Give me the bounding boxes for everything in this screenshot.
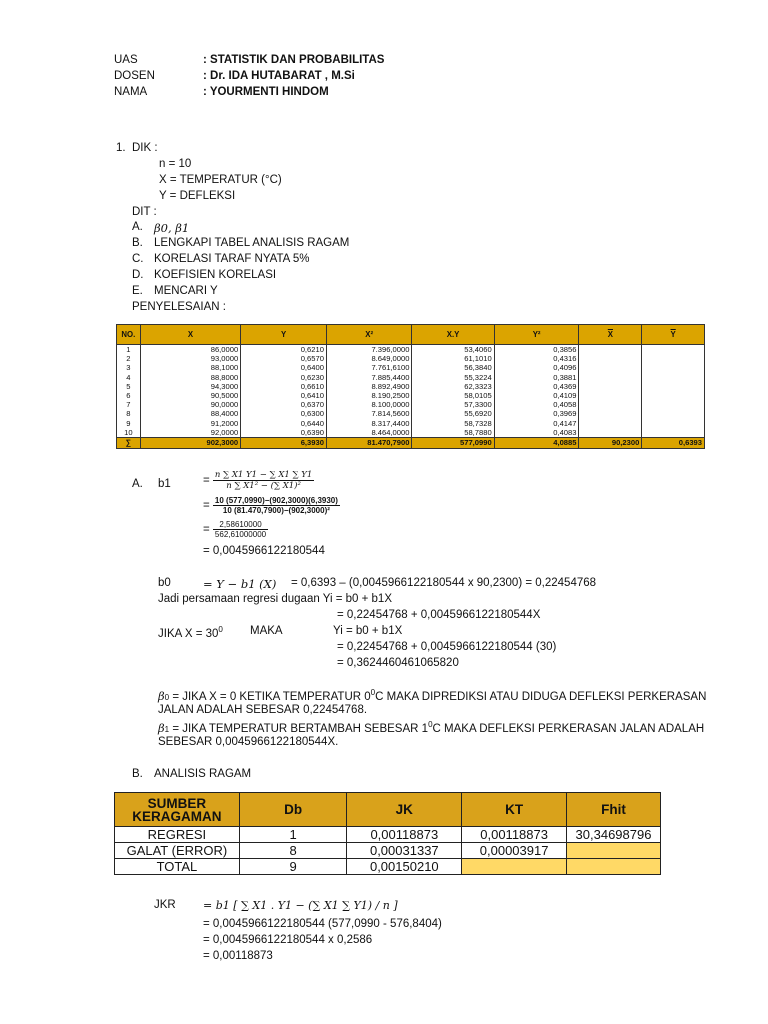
- table-cell: 7.396,0000: [326, 345, 412, 355]
- table-cell: 3: [117, 363, 141, 372]
- anova-row: [115, 843, 661, 859]
- table-cell: 8.649,0000: [326, 354, 412, 363]
- dit-label: DIT :: [132, 206, 157, 218]
- table-cell: 86,0000: [140, 345, 241, 355]
- table-cell: [579, 391, 642, 400]
- table-cell: 0,4147: [494, 419, 579, 428]
- b0-formula: = Y − b1 (X): [203, 577, 277, 591]
- dik-item: Y = DEFLEKSI: [159, 190, 236, 202]
- sum-cell: 902,3000: [140, 437, 241, 448]
- table-cell: 61,1010: [412, 354, 494, 363]
- table-row: [117, 363, 705, 372]
- table-cell: 53,4060: [412, 345, 494, 355]
- table-cell: [579, 428, 642, 438]
- table-cell: [642, 419, 705, 428]
- beta1-text: = JIKA TEMPERATUR BERTAMBAH SEBESAR 1: [172, 722, 429, 735]
- table-cell: [579, 400, 642, 409]
- anova-cell: 1: [239, 827, 347, 843]
- table-row: [117, 345, 705, 355]
- part-a-label: A.: [132, 478, 143, 490]
- b1-calc-denominator: 562,61000000: [214, 530, 267, 539]
- dit-text: LENGKAPI TABEL ANALISIS RAGAM: [154, 237, 350, 249]
- table-cell: 7.814,5600: [326, 409, 412, 418]
- sum-cell: 0,6393: [642, 437, 705, 448]
- table-cell: [579, 419, 642, 428]
- table-cell: 8.464,0000: [326, 428, 412, 438]
- table-cell: 91,2000: [140, 419, 241, 428]
- table-cell: [642, 345, 705, 355]
- table-cell: 93,0000: [140, 354, 241, 363]
- col-header: Y²: [494, 325, 579, 345]
- table-cell: 62,3323: [412, 382, 494, 391]
- regression-equation-line2: = 0,22454768 + 0,0045966122180544X: [337, 609, 541, 621]
- table-cell: 57,3300: [412, 400, 494, 409]
- col-header: X²: [326, 325, 412, 345]
- table-cell: [642, 382, 705, 391]
- sum-cell: 90,2300: [579, 437, 642, 448]
- table-cell: 0,6300: [241, 409, 327, 418]
- dit-letter: E.: [132, 285, 143, 297]
- table-cell: 7.761,6100: [326, 363, 412, 372]
- table-cell: 10: [117, 428, 141, 438]
- part-b-label: B.: [132, 768, 143, 780]
- dik-item: n = 10: [159, 158, 192, 170]
- table-cell: 9: [117, 419, 141, 428]
- header-value-dosen: : Dr. IDA HUTABARAT , M.Si: [203, 70, 355, 82]
- beta0-interpretation-line2: JALAN ADALAH SEBESAR 0,22454768.: [158, 704, 368, 716]
- b1-result: = 0,0045966122180544: [203, 545, 325, 557]
- table-cell: 58,0105: [412, 391, 494, 400]
- table-cell: [642, 409, 705, 418]
- table-cell: 0,4316: [494, 354, 579, 363]
- beta0-text-b: C MAKA DIPREDIKSI ATAU DIDUGA DEFLEKSI PERKERASAN: [375, 690, 707, 703]
- table-cell: [642, 363, 705, 372]
- sum-cell: 4,0885: [494, 437, 579, 448]
- table-cell: 55,6920: [412, 409, 494, 418]
- header-label-nama: NAMA: [114, 86, 148, 98]
- anova-cell-empty: [567, 843, 661, 859]
- table-cell: 8.100,0000: [326, 400, 412, 409]
- table-header-row: [117, 325, 705, 345]
- anova-cell-empty: [567, 859, 661, 875]
- b0-calc: = 0,6393 – (0,0045966122180544 x 90,2300) = 0,22454768: [291, 577, 597, 589]
- header-label-uas: UAS: [114, 54, 138, 66]
- anova-cell: 0,00150210: [347, 859, 462, 875]
- anova-cell: GALAT (ERROR): [115, 843, 240, 859]
- table-cell: 88,8000: [140, 373, 241, 382]
- table-cell: 90,0000: [140, 400, 241, 409]
- anova-table: [114, 792, 661, 875]
- b1-formula: = $\frac{n \sum X1 Y1 - \sum X1 \sum Y1}{\text{n ∑ X1² − (∑ X1)²}}$: [203, 470, 313, 491]
- beta0-text: = JIKA X = 0 KETIKA TEMPERATUR 0: [172, 690, 371, 703]
- col-header: X: [140, 325, 241, 345]
- jika-x: [158, 625, 223, 640]
- sum-cell: 6,3930: [241, 437, 327, 448]
- anova-cell: 30,34698796: [567, 827, 661, 843]
- data-table: [116, 324, 705, 449]
- table-cell: 4: [117, 373, 141, 382]
- table-cell: [579, 354, 642, 363]
- table-cell: 55,3224: [412, 373, 494, 382]
- degree-sup: 0: [428, 720, 433, 729]
- dit-text: β0, β1: [154, 221, 190, 235]
- dit-text: MENCARI Y: [154, 285, 218, 297]
- anova-col-header: JK: [347, 793, 462, 827]
- col-header: Y: [241, 325, 327, 345]
- col-header-x-mean: $\overline{X}$: [579, 325, 642, 345]
- yi-equation: Yi = b0 + b1X: [333, 625, 403, 637]
- sum-cell: 577,0990: [412, 437, 494, 448]
- anova-header-row: [115, 793, 661, 827]
- table-cell: 8.190,2500: [326, 391, 412, 400]
- table-cell: 0,4096: [494, 363, 579, 372]
- anova-cell: 0,00118873: [347, 827, 462, 843]
- anova-col-header: Fhit: [567, 793, 661, 827]
- part-b-title: ANALISIS RAGAM: [154, 768, 252, 780]
- table-cell: 0,6440: [241, 419, 327, 428]
- table-cell: [642, 400, 705, 409]
- col-header: X.Y: [412, 325, 494, 345]
- table-cell: [579, 373, 642, 382]
- table-row: [117, 354, 705, 363]
- beta1-interpretation-line2: SEBESAR 0,0045966122180544X.: [158, 736, 339, 748]
- table-cell: 0,3881: [494, 373, 579, 382]
- table-cell: [642, 354, 705, 363]
- anova-cell: TOTAL: [115, 859, 240, 875]
- b1-label: b1: [158, 478, 171, 490]
- dit-letter: D.: [132, 269, 144, 281]
- table-cell: 0,4058: [494, 400, 579, 409]
- anova-col-header: SUMBER KERAGAMAN: [115, 793, 240, 827]
- dit-text: KORELASI TARAF NYATA 5%: [154, 253, 310, 265]
- table-cell: [579, 382, 642, 391]
- b1-calc: = $\frac{2,58610000}{562,61000000}$: [203, 520, 267, 539]
- beta1-text-b: C MAKA DEFLEKSI PERKERASAN JALAN ADALAH: [432, 722, 705, 735]
- solution-label: PENYELESAIAN :: [132, 301, 226, 313]
- anova-cell: 0,00118873: [462, 827, 567, 843]
- maka: MAKA: [250, 625, 283, 637]
- b0-label: b0: [158, 577, 171, 589]
- table-cell: 8.317,4400: [326, 419, 412, 428]
- anova-cell: 0,00031337: [347, 843, 462, 859]
- table-cell: 0,3969: [494, 409, 579, 418]
- table-cell: 1: [117, 345, 141, 355]
- degree-sup: 0: [218, 625, 223, 634]
- jkr-label: JKR: [154, 899, 176, 911]
- table-row: [117, 400, 705, 409]
- col-header-y-mean: $\overline{Y}$: [642, 325, 705, 345]
- table-sum-row: [117, 437, 705, 448]
- header-value-uas: : STATISTIK DAN PROBABILITAS: [203, 54, 385, 66]
- table-cell: 88,4000: [140, 409, 241, 418]
- anova-cell: REGRESI: [115, 827, 240, 843]
- table-cell: 6: [117, 391, 141, 400]
- jika-x-text: JIKA X = 30: [158, 627, 219, 640]
- jkr-formula: = b1 [ ∑ X1 . Y1 − (∑ X1 ∑ Y1) / n ]: [203, 899, 398, 912]
- header-label-dosen: DOSEN: [114, 70, 155, 82]
- anova-row: [115, 827, 661, 843]
- table-row: [117, 428, 705, 438]
- anova-col-header: Db: [239, 793, 347, 827]
- table-cell: [642, 373, 705, 382]
- anova-cell: 0,00003917: [462, 843, 567, 859]
- anova-row: [115, 859, 661, 875]
- header-value-nama: : YOURMENTI HINDOM: [203, 86, 329, 98]
- table-cell: 58,7328: [412, 419, 494, 428]
- b1-formula-numerator: n ∑ X1 Y1 − ∑ X1 ∑ Y1: [214, 470, 313, 480]
- dit-text: KOEFISIEN KORELASI: [154, 269, 277, 281]
- dit-letter: C.: [132, 253, 144, 265]
- beta1-interpretation: β1 = JIKA TEMPERATUR BERTAMBAH SEBESAR $1^0C$ MAKA DEFLEKSI PERKERASAN JALAN ADALAH: [158, 720, 705, 735]
- table-cell: 8: [117, 409, 141, 418]
- dit-letter: A.: [132, 221, 143, 233]
- table-cell: 88,1000: [140, 363, 241, 372]
- anova-cell: 8: [239, 843, 347, 859]
- jkr-line: = 0,00118873: [203, 950, 273, 962]
- dik-item: X = TEMPERATUR (°C): [159, 174, 282, 186]
- jkr-line: = 0,0045966122180544 x 0,2586: [203, 934, 373, 946]
- table-cell: [579, 363, 642, 372]
- table-cell: 58,7880: [412, 428, 494, 438]
- dik-label: DIK :: [132, 142, 158, 154]
- table-cell: 92,0000: [140, 428, 241, 438]
- anova-cell-empty: [462, 859, 567, 875]
- table-cell: 56,3840: [412, 363, 494, 372]
- table-cell: 0,6230: [241, 373, 327, 382]
- table-row: [117, 419, 705, 428]
- table-cell: [642, 428, 705, 438]
- table-cell: 7: [117, 400, 141, 409]
- table-row: [117, 409, 705, 418]
- table-cell: 0,3856: [494, 345, 579, 355]
- b1-sub-denominator: 10 (81.470,7900)−(902,3000)²: [222, 506, 330, 515]
- col-header: NO.: [117, 325, 141, 345]
- sum-cell: 81.470,7900: [326, 437, 412, 448]
- sigma-cell: ∑: [117, 437, 141, 448]
- table-row: [117, 382, 705, 391]
- yi-line2: = 0,22454768 + 0,0045966122180544 (30): [337, 641, 557, 653]
- b1-sub-numerator: 10 (577,0990)−(902,3000)(6,3930): [214, 496, 338, 505]
- table-cell: 0,4109: [494, 391, 579, 400]
- question-number: 1.: [116, 142, 126, 154]
- table-cell: 0,6390: [241, 428, 327, 438]
- table-cell: 0,4369: [494, 382, 579, 391]
- b1-calc-numerator: 2,58610000: [213, 520, 268, 530]
- table-cell: [642, 391, 705, 400]
- table-cell: 94,3000: [140, 382, 241, 391]
- table-row: [117, 391, 705, 400]
- table-cell: 0,6410: [241, 391, 327, 400]
- table-cell: 5: [117, 382, 141, 391]
- table-cell: 2: [117, 354, 141, 363]
- table-cell: 8.892,4900: [326, 382, 412, 391]
- jkr-line: = 0,0045966122180544 (577,0990 - 576,8404): [203, 918, 442, 930]
- table-cell: 7.885,4400: [326, 373, 412, 382]
- b1-formula-denominator: n ∑ X1² − (∑ X1)²: [226, 481, 301, 491]
- degree-sup: 0: [370, 688, 376, 697]
- anova-col-header: KT: [462, 793, 567, 827]
- table-cell: 0,6610: [241, 382, 327, 391]
- table-cell: [579, 345, 642, 355]
- table-cell: 0,6370: [241, 400, 327, 409]
- dit-letter: B.: [132, 237, 143, 249]
- table-cell: 0,6400: [241, 363, 327, 372]
- beta0-interpretation: β0 = JIKA X = 0 KETIKA TEMPERATUR $0^0C$ MAKA DIPREDIKSI ATAU DIDUGA DEFLEKSI PERKERASAN: [158, 688, 707, 703]
- table-cell: 0,4083: [494, 428, 579, 438]
- table-cell: 0,6210: [241, 345, 327, 355]
- anova-cell: 9: [239, 859, 347, 875]
- b1-substitution: = $\frac{10 (577,0990)-(902,3000)(6,3930)}{\text{10 (81.470,7900)−(902,3000)²}}$: [203, 496, 338, 515]
- regression-equation: Jadi persamaan regresi dugaan Yi = b0 + b1X: [158, 593, 392, 605]
- table-cell: 90,5000: [140, 391, 241, 400]
- table-row: [117, 373, 705, 382]
- table-cell: [579, 409, 642, 418]
- yi-line3: = 0,3624460461065820: [337, 657, 459, 669]
- table-cell: 0,6570: [241, 354, 327, 363]
